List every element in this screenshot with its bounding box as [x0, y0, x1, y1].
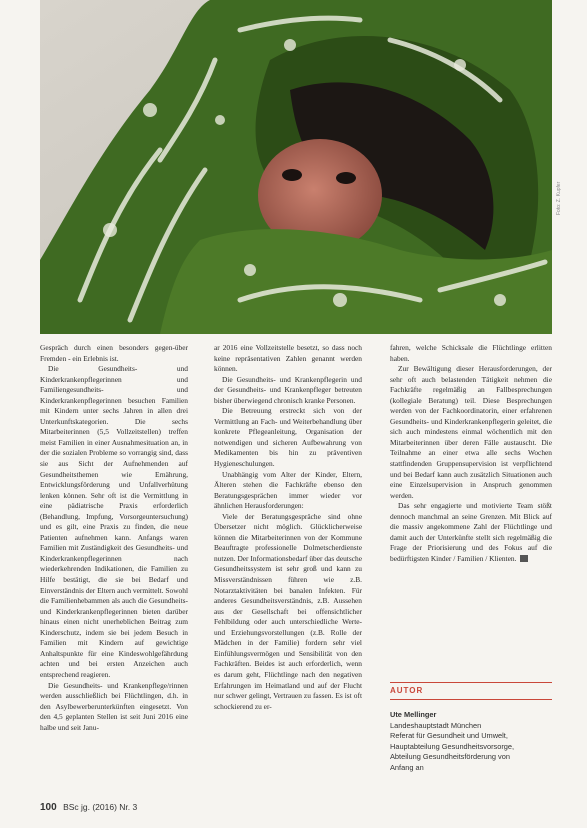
paragraph: fahren, welche Schicksale die Flüchtlinge erlitten haben.: [390, 343, 552, 363]
author-bottom-rule: [390, 699, 552, 700]
paragraph: Zur Bewältigung dieser Herausforderungen, der sehr oft auch belastenden Tätigkeit nehmen die Fachkräfte regelmäßig an Fallbesprechungen (kollegiale Beratung) teil. Diese Besprechungen werden von der Fachkoordinatorin, einer erfahrenen Gesundheits- und Kinderkrankenpflegerin geleitet, die sich auch mindestens einmal wöchentlich mit den Mitarbeiterinnen über deren Fälle austauscht. Die Teilnahme an einer etwa alle sechs Wochen stattfindenden Gruppensupervision ist verpflichtend und bei Bedarf kann auch zusätzlich Situationen auch eine Einzelsupervision in Anspruch genommen werden.: [390, 364, 552, 500]
paragraph: ar 2016 eine Vollzeitstelle besetzt, so dass noch keine repräsentativen Zahlen genannt werden können.: [214, 343, 362, 374]
paragraph: Viele der Beratungsgespräche sind ohne Übersetzer nicht möglich. Glücklicherweise können die Mitarbeiterinnen von der Kommune Beauftragte professionelle Dolmetscherdienste nutzen. Der Informationsbedarf über das deutsche Gesundheitssystem ist sehr groß und kann zu Missverständnissen führen wie z.B. Notarztaktivitäten bei banalen Infekten. Für anderes Gesundheitsverständnis, z.B. Aussehen aus der Gesellschaft bei offensichtlicher Fehlbildung oder auch unterschiedliche Werte- und Erziehungsvorstellungen (z.B. Rolle der Mädchen in der Familie) fordern sehr viel Einfühlungsvermögen und Sensibilität von den Fachkräften. Beides ist auch erforderlich, wenn es darum geht, Flüchtlinge nach den negativen Erfahrungen im Heimatland und auf der Flucht nur schwer gelingt, Vertrauen zu fassen. Es ist oft schockierend zu er-: [214, 511, 362, 711]
paragraph: Die Gesundheits- und Krankenpflegerin und der Gesundheits- und Krankenpfleger betreuten bisher überwiegend chronisch kranke Personen.: [214, 374, 362, 405]
paragraph: Die Gesundheits- und Kinderkrankenpflegerinnen und Familiengesundheits- und Kinderkrankenpflegerinnen besuchen Familien mit Kindern unter sechs Jahren in allen drei Unterkunftskategorien. Die sechs Mitarbeiterinnen (5,5 Vollzeitstellen) treffen meist Familien in einer Ausnahmesituation an, in der die sozialen Probleme so vorrangig sind, dass sie aus Sicht der Aufnehmenden auf Gesundheitsthemen wie Ernährung, Entwicklungsförderung und Unfallverhütung lenken können. Sehr oft ist die Vermittlung in eine pädiatrische Praxis erforderlich (Behandlung, Impfung, Vorsorgeuntersuchung) und es gilt, eine Praxis zu finden, die neue Patienten aufnehmen kann. Anfangs waren Familien mit Zuständigkeit des Gesundheits- und Kinderkrankenpflegerinnen nach wiederkehrenden Indikationen, die Familien zu Hilfe bestätigt, die sie bei Bedarf und Einverständnis der Eltern auch vermittelt. Sowohl die Familienhebammen als auch die Gesundheits- und Kinderkrankenpflegerinnen bieten darüber hinaus einen nicht unerheblichen Beitrag zum Kinderschutz, indem sie bei jedem Besuch in Familien mit Kindern auf gewichtige Anhaltspunkte für eine Kindeswohlgefährdung achten und bei ersten Anzeichen auch entsprechend reagieren.: [40, 364, 188, 679]
author-line: Referat für Gesundheit und Umwelt,: [390, 731, 508, 740]
author-line: Landeshauptstadt München: [390, 720, 482, 730]
author-line: Anfang an: [390, 762, 424, 772]
author-label: AUTOR: [390, 686, 424, 695]
author-info: [390, 710, 555, 773]
text-column-1: [40, 343, 188, 733]
paragraph: Die Gesundheits- und Krankenpflege/rinnen werden ausschließlich bei Flüchtlingen, d.h. in den Asylbewerberunterkünften eingesetzt. Von den 4,5 geplanten Stellen ist seit Juni 2016 eine halbe und seit Janu-: [40, 680, 188, 732]
author-name: Ute Mellinger: [390, 710, 437, 719]
text-column-3: [390, 343, 552, 564]
author-line: Abteilung Gesundheitsförderung von: [390, 752, 510, 761]
cover-photo: [40, 0, 552, 334]
page-number: 100: [40, 802, 57, 813]
paragraph: Die Betreuung erstreckt sich von der Vermittlung an Fach- und Weiterbehandlung über konkrete Pflegeanleitung, Organisation der notwendigen und sicheren Aufbewahrung von Medikamenten bis hin zu präventiven Hygieneschulungen.: [214, 406, 362, 469]
author-top-rule: [390, 682, 552, 683]
page-footer: [40, 802, 137, 813]
author-line: Hauptabteilung Gesundheitsvorsorge,: [390, 741, 515, 751]
end-mark-icon: [520, 555, 528, 562]
paragraph: Das sehr engagierte und motivierte Team stößt dennoch manchmal an seine Grenzen. Mit Blick auf die massiv angekommene Zahl der Flüchtlinge und damit auch der Unterkünfte stellt sich regelmäßig die Frage der Priorisierung und des Fokus auf die bedürftigsten Kinder / Familien / Klienten.: [390, 501, 552, 563]
text-column-2: [214, 343, 362, 712]
paragraph: Unabhängig vom Alter der Kinder, Eltern, Älteren stehen die Fachkräfte ebenso den Beratungsgesprächen immer wieder vor ähnlichen Herausforderungen:: [214, 469, 362, 511]
paragraph: Gespräch durch einen besonders gegen-über Fremden - ein Erlebnis ist.: [40, 343, 188, 363]
journal-reference: BSc jg. (2016) Nr. 3: [63, 802, 138, 812]
photo-credit: Foto: Z. Kupfer: [556, 181, 562, 215]
